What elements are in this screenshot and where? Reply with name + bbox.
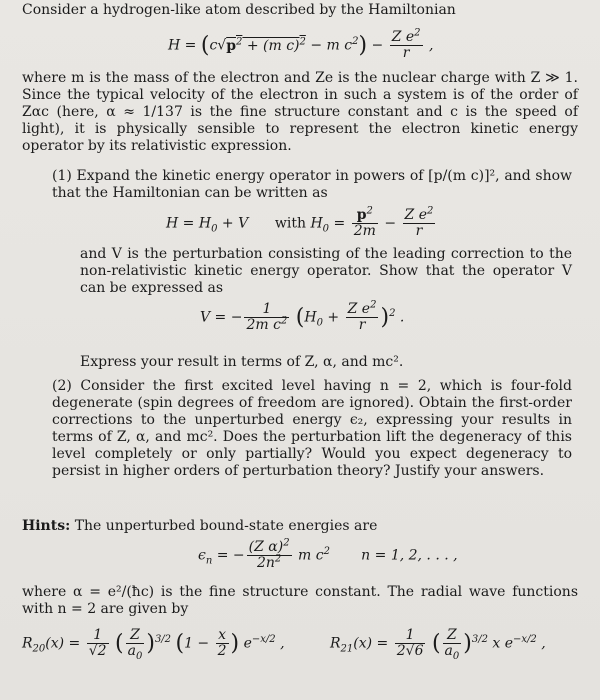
intro-heading: Consider a hydrogen-like atom described by the Hamiltonian <box>22 2 456 18</box>
hints-line <box>22 518 578 535</box>
part1-text-b: and V is the perturbation consisting of the leading correction to the non-relativistic kinetic energy operator. Show that the operator V can be expressed as <box>80 246 572 296</box>
intro-body: where m is the mass of the electron and Ze is the nuclear charge with Z ≫ 1. Since the typical velocity of the electron in such a system is of the order of Zαc (here, α ≈ 1/137 is the fine structure constant and c is the speed of light), it is physically sensible to represent the electron kinetic energy operator by its relativistic expression. <box>22 70 578 154</box>
h0-equation: $H = H_0 + V$ with $H_0$ = $\frac{p^2}{2m}$ − $\frac{Z e^2}{r}$ <box>166 205 434 239</box>
v-equation: V = − $\frac{1}{2m c^2}$ ($H_0$ + $\frac{Z e^2}{r}$ )$^2$ . <box>200 299 405 333</box>
with-label: with <box>274 215 306 232</box>
part2-text: (2) Consider the first excited level having n = 2, which is four-fold degenerate (spin degrees of freedom are ignored). Obtain the first-order corrections to the unperturbed energy ϵ₂, expressing your results in terms of Z, α, and mc². Does the perturbation lift the degeneracy of this level completely or only partially? Would you expect degeneracy to persist in higher orders of perturbation theory? Justify your answers. <box>52 378 572 479</box>
r20-equation: $R_{20}(x)$ = $\frac{1}{√2}$ ( $\frac{Z}{a_0}$ )$^{3/2}$ (1 − $\frac{x}{2}$ ) $e^{-x/2}$ , <box>22 627 285 662</box>
hints-text: The unperturbed bound-state energies are <box>74 518 378 534</box>
part1-text-c: Express your result in terms of Z, α, and mc². <box>80 354 404 370</box>
hamiltonian-equation: $H = (c√p^2 + (m$ c)$^2$ − m $c^2$) − $\frac{Z e^2}{r}$ , <box>168 27 434 61</box>
part1-text-a: (1) Expand the kinetic energy operator in powers of [p/(m c)]², and show that the Hamiltonian can be written as <box>52 168 572 201</box>
hints-label: Hints: <box>22 518 71 534</box>
n-range: n = 1, 2, . . . , <box>361 547 458 564</box>
r21-equation: $R_{21}(x)$ = $\frac{1}{2√6}$ ( $\frac{Z}{a_0}$ )$^{3/2}$ x $e^{-x/2}$ , <box>330 627 546 662</box>
alpha-definition: where α = e²/(ħc) is the fine structure constant. The radial wave functions with n = 2 are given by <box>22 584 578 617</box>
energy-equation: $\epsilon_n$ = − $\frac{(Z \alpha)^2}{2n^2}$ m $c^2$ n = 1, 2, . . . , <box>198 537 458 571</box>
